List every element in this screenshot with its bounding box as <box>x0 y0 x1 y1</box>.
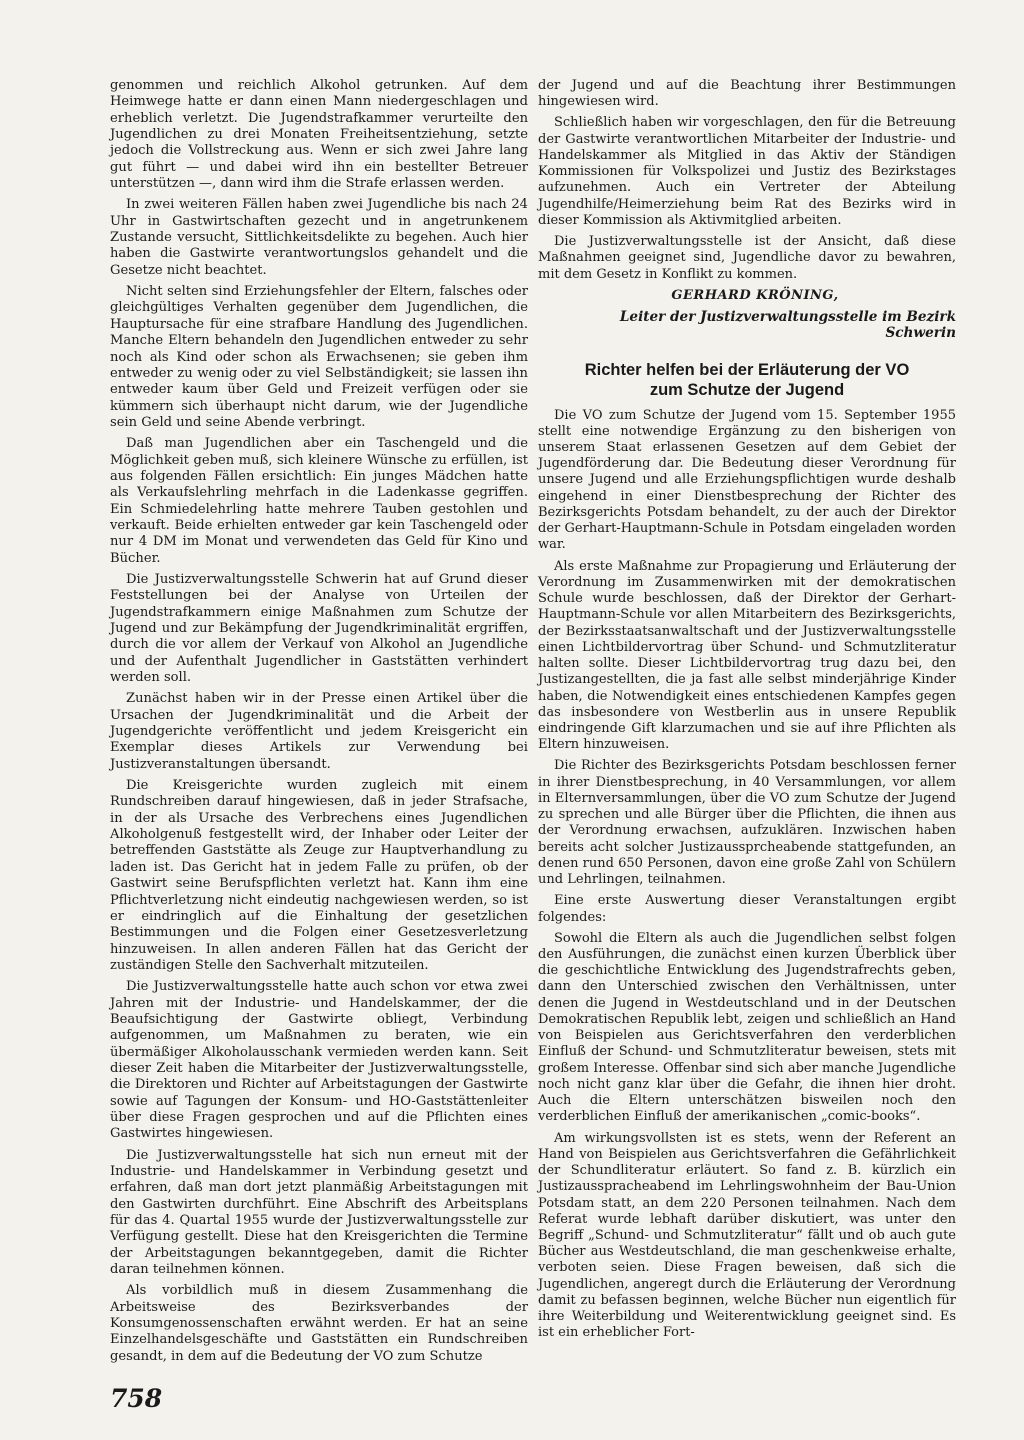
paragraph: Die Justizverwaltungsstelle hat sich nun erneut mit der Industrie- und Handelskammer in Verbindung gesetzt und erfahren, daß man dort jetzt planmäßig Arbeitstagungen mit den Gastwirten durchführt. Eine Abschrift des Arbeitsplans für das 4. Quartal 1955 wurde der Justizverwaltungsstelle zur Verfügung gestellt. Diese hat den Kreisgerichten die Termine der Arbeitstagungen bekanntgegeben, damit die Richter daran teilnehmen können. <box>110 1147 528 1278</box>
paragraph: Schließlich haben wir vorgeschlagen, den für die Betreuung der Gastwirte verantwortlichen Mitarbeiter der Industrie- und Handelskammer als Mitglied in das Aktiv der Ständigen Kommissionen für Volkspolizei und Justiz des Bezirkstages aufzunehmen. Auch ein Vertreter der Abteilung Jugendhilfe/Heimerziehung beim Rat des Bezirks wird in dieser Kommission als Aktivmitglied arbeiten. <box>538 115 956 228</box>
author-role: Leiter der Justizverwaltungsstelle im Bezirk Schwerin <box>619 309 956 342</box>
article-heading <box>538 360 956 400</box>
paragraph: Die Kreisgerichte wurden zugleich mit einem Rundschreiben darauf hingewiesen, daß in jeder Strafsache, in der als Ursache des Verbrechens eines Jugendlichen Alkoholgenuß festgestellt wird, der Inhaber oder Leiter der betreffenden Gaststätte als Zeuge zur Hauptverhandlung zu laden ist. Das Gericht hat in jedem Falle zu prüfen, ob der Gastwirt seine Berufspflichten verletzt hat. Kann ihm eine Pflichtverletzung nicht eindeutig nachgewiesen werden, so ist er eindringlich auf die Einhaltung der gesetzlichen Bestimmungen und die Folgen einer Gesetzesverletzung hinzuweisen. In allen anderen Fällen hat das Gericht der zuständigen Stelle den Sachverhalt mitzuteilen. <box>110 778 528 973</box>
article-heading-line1: Richter helfen bei der Erläuterung der VO <box>584 360 910 379</box>
paragraph: Eine erste Auswertung dieser Veranstaltungen ergibt folgendes: <box>538 893 956 925</box>
paragraph: Die Justizverwaltungsstelle hatte auch schon vor etwa zwei Jahren mit der Industrie- und Handelskammer, der die Beaufsichtigung der Gastwirte obliegt, Verbindung aufgenommen, um Maßnahmen zu beraten, wie ein übermäßiger Alkoholausschank vermieden werden kann. Seit dieser Zeit haben die Mitarbeiter der Justizverwaltungsstelle, die Direktoren und Richter auf Arbeitstagungen der Gastwirte sowie auf Tagungen der Konsum- und HO-Gaststättenleiter über diese Fragen gesprochen und auf die Pflichten eines Gastwirtes hingewiesen. <box>110 979 528 1142</box>
paragraph: Am wirkungsvollsten ist es stets, wenn der Referent an Hand von Beispielen aus Gerichtsverfahren die Gefährlichkeit der Schundliteratur erläutert. So fand z. B. kürzlich ein Justizausspracheabend im Lehrlingswohnheim der Bau-Union Potsdam statt, an dem 220 Personen teilnahmen. Nach dem Referat wurde lebhaft darüber diskutiert, was unter den Begriff „Schund- und Schmutzliteratur“ fällt und ob auch gute Bücher aus Westdeutschland, die man geschenkweise erhalte, verboten seien. Diese Fragen beweisen, daß sich die Jugendlichen, angeregt durch die Erläuterung der Verordnung damit zu befassen beginnen, welche Bücher nun eigentlich für ihre Weiterbildung und Weiterentwicklung geeignet sind. Es ist ein erheblicher Fort- <box>538 1130 956 1341</box>
paragraph: Sowohl die Eltern als auch die Jugendlichen selbst folgen den Ausführungen, die zunächst einen kurzen Überblick über die geschichtliche Entwicklung des Jugendstrafrechts geben, dann den Unterschied zwischen den Verhältnissen, unter denen die Jugend in Westdeutschland und in der Deutschen Demokratischen Republik lebt, zeigen und schließlich an Hand von Beispielen aus Gerichtsverfahren den verderblichen Einfluß der Schund- und Schmutzliteratur beweisen, stets mit großem Interesse. Offenbar sind sich aber manche Jugendliche noch nicht ganz klar über die Gefahr, die ihnen hier droht. Auch die Eltern unterschätzen bisweilen noch den verderblichen Einfluß der amerikanischen „comic-books“. <box>538 930 956 1125</box>
paragraph: Daß man Jugendlichen aber ein Taschengeld und die Möglichkeit geben muß, sich kleinere Wünsche zu erfüllen, ist aus folgenden Fällen ersichtlich: Ein junges Mädchen hatte als Verkaufslehrling mehrfach in die Ladenkasse gegriffen. Ein Schmiedelehrling hatte mehrere Tauben gestohlen und verkauft. Beide erhielten entweder gar kein Taschengeld oder nur 4 DM im Monat und verwendeten das Geld für Kino und Bücher. <box>110 436 528 566</box>
paragraph: Nicht selten sind Erziehungsfehler der Eltern, falsches oder gleichgültiges Verhalten gegenüber dem Jugendlichen, die Hauptursache für eine strafbare Handlung des Jugendlichen. Manche Eltern behandeln den Jugendlichen entweder zu sehr noch als Kind oder schon als Erwachsenen; sie geben ihm entweder zu wenig oder zu viel Selbständigkeit; sie lassen ihn entweder kaum über Geld und Freizeit verfügen oder sie kümmern sich überhaupt nicht darum, wie der Jugendliche sein Geld und seine Abende verbringt. <box>110 284 528 430</box>
left-column <box>110 78 528 1370</box>
paragraph: In zwei weiteren Fällen haben zwei Jugendliche bis nach 24 Uhr in Gastwirtschaften gezecht und in angetrunkenem Zustande versucht, Sittlichkeitsdelikte zu begehen. Auch hier haben die Gastwirte verantwortungslos gehandelt und die Gesetze nicht beachtet. <box>110 197 528 278</box>
paragraph: Als erste Maßnahme zur Propagierung und Erläuterung der Verordnung im Zusammenwirken mit der demokratischen Schule wurde beschlossen, daß der Direktor der Gerhart-Hauptmann-Schule vor allen Mitarbeitern des Bezirksgerichts, der Bezirksstaatsanwaltschaft und der Justizverwaltungsstelle einen Lichtbildervortrag über Schund- und Schmutzliteratur halten sollte. Dieser Lichtbildervortrag trug dazu bei, den Justizangestellten, die ja fast alle selbst minderjährige Kinder haben, die Notwendigkeit eines entschiedenen Kampfes gegen das insbesondere von Westberlin aus in unsere Republik eindringende Gift klarzumachen und sie auf ihre Pflichten als Eltern hinzuweisen. <box>538 558 956 753</box>
paragraph: Die Justizverwaltungsstelle ist der Ansicht, daß diese Maßnahmen geeignet sind, Jugendliche davor zu bewahren, mit dem Gesetz in Konflikt zu kommen. <box>538 234 956 282</box>
page-number: 758 <box>110 1384 163 1413</box>
paragraph: Die Richter des Bezirksgerichts Potsdam beschlossen ferner in ihrer Dienstbesprechung, in 40 Versammlungen, vor allem in Elternversammlungen, über die VO zum Schutze der Jugend zu sprechen und alle Bürger über die Pflichten, die ihnen aus der Verordnung erwachsen, aufzuklären. Inzwischen haben bereits acht solcher Justizaussprcheabende stattgefunden, an denen rund 650 Personen, davon eine große Zahl von Schülern und Lehrlingen, teilnahmen. <box>538 758 956 888</box>
article-heading-line2: zum Schutze der Jugend <box>649 380 845 399</box>
paragraph: Die VO zum Schutze der Jugend vom 15. September 1955 stellt eine notwendige Ergänzung zu den bisherigen von unserem Staat erlassenen Gesetzen auf dem Gebiet der Jugendförderung dar. Die Bedeutung dieser Verordnung für unsere Jugend und alle Erziehungspflichtigen wurde deshalb eingehend in einer Dienstbesprechung der Richter des Bezirksgerichts Potsdam behandelt, zu der auch der Direktor der Gerhart-Hauptmann-Schule in Potsdam eingeladen worden war. <box>538 407 956 553</box>
paragraph: Zunächst haben wir in der Presse einen Artikel über die Ursachen der Jugendkriminalität und die Arbeit der Jugendgerichte veröffentlicht und jedem Kreisgericht ein Exemplar dieses Artikels zur Verwendung bei Justizveranstaltungen übersandt. <box>110 691 528 772</box>
right-column <box>538 78 956 1347</box>
paragraph: Die Justizverwaltungsstelle Schwerin hat auf Grund dieser Feststellungen bei der Analyse von Urteilen der Jugendstrafkammern einige Maßnahmen zum Schutze der Jugend und zur Bekämpfung der Jugendkriminalität ergriffen, durch die vor allem der Verkauf von Alkohol an Jugendliche und der Aufenthalt Jugendlicher in Gaststätten verhindert werden soll. <box>110 571 528 686</box>
paragraph: genommen und reichlich Alkohol getrunken. Auf dem Heimwege hatte er dann einen Mann niedergeschlagen und erheblich verletzt. Die Jugendstrafkammer verurteilte den Jugendlichen zu drei Monaten Freiheitsentziehung, setzte jedoch die Vollstreckung aus. Wenn er sich zwei Jahre lang gut führt — und dabei wird ihn ein bestellter Betreuer unterstützen —, dann wird ihm die Strafe erlassen werden. <box>110 78 528 192</box>
author-name: GERHARD KRÖNING, <box>671 287 839 303</box>
paragraph: der Jugend und auf die Beachtung ihrer Bestimmungen hingewiesen wird. <box>538 78 956 110</box>
paragraph: Als vorbildlich muß in diesem Zusammenhang die Arbeitsweise des Bezirksverbandes der Konsumgenossenschaften erwähnt werden. Er hat an seine Einzelhandelsgeschäfte und Gaststätten ein Rundschreiben gesandt, in dem auf die Bedeutung der VO zum Schutze <box>110 1283 528 1364</box>
